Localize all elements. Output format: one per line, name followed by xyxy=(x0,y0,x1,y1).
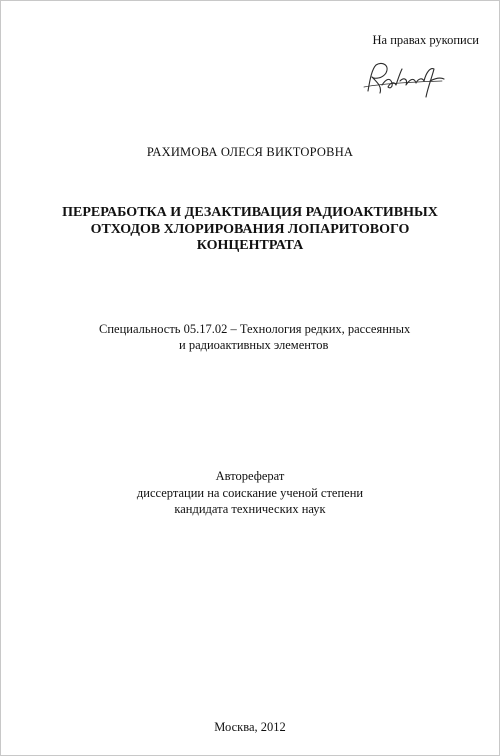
specialty-block xyxy=(99,321,459,353)
title-line: ПЕРЕРАБОТКА И ДЕЗАКТИВАЦИЯ РАДИОАКТИВНЫХ xyxy=(62,205,438,220)
specialty-line: Специальность 05.17.02 – Технология редких, рассеянных xyxy=(99,322,411,336)
abstract-block xyxy=(0,468,500,518)
abstract-heading: Автореферат xyxy=(215,469,285,483)
author-name: РАХИМОВА ОЛЕСЯ ВИКТОРОВНА xyxy=(146,145,354,159)
abstract-line: кандидата технических наук xyxy=(174,502,326,516)
title-line: ОТХОДОВ ХЛОРИРОВАНИЯ ЛОПАРИТОВОГО xyxy=(90,221,410,237)
specialty-line: и радиоактивных элементов xyxy=(179,338,329,352)
title-line: КОНЦЕНТРАТА xyxy=(196,238,304,253)
dissertation-title xyxy=(20,205,480,255)
rights-notice: На правах рукописи xyxy=(372,33,479,47)
abstract-line: диссертации на соискание ученой степени xyxy=(136,485,364,500)
place-and-year: Москва, 2012 xyxy=(214,720,286,734)
handwritten-signature xyxy=(360,57,450,103)
